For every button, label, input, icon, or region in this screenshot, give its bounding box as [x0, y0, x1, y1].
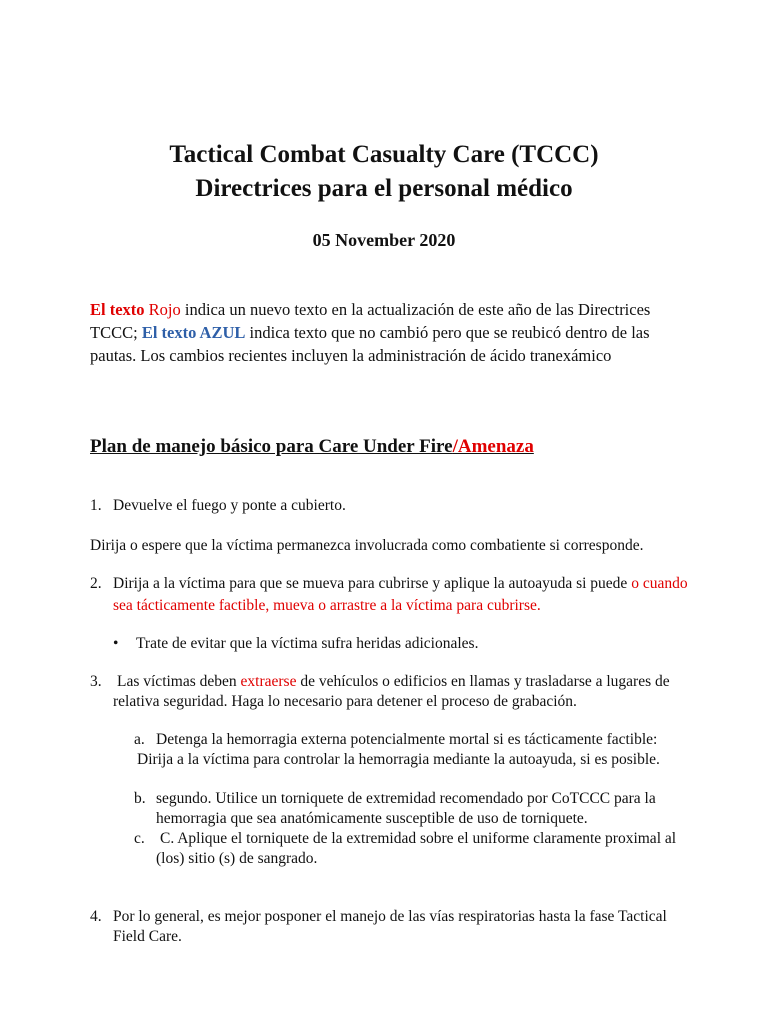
- intro-blue-bold: El texto AZUL: [141, 323, 246, 342]
- section-heading-black: Plan de manejo básico para Care Under Fire: [90, 436, 453, 457]
- sub-text: Detenga la hemorragia externa potencialmente mortal si es tácticamente factible:: [156, 731, 658, 748]
- list-item-1: [90, 495, 346, 517]
- bullet-text: Trate de evitar que la víctima sufra heridas adicionales.: [136, 635, 479, 652]
- list-number: 1.: [90, 497, 102, 514]
- list-number: 2.: [90, 575, 102, 592]
- sub-item-c-continued: (los) sitio (s) de sangrado.: [156, 850, 318, 867]
- intro-red-regular: Rojo: [148, 300, 181, 319]
- intro-part-1: indica un nuevo texto en la actualización de este año de las Directrices TCCC;: [90, 300, 651, 342]
- list-text: Devuelve el fuego y ponte a cubierto.: [113, 497, 346, 514]
- list-text-red: o cuando: [631, 575, 688, 592]
- sub-text: segundo. Utilice un torniquete de extremidad recomendado por CoTCCC para la: [156, 790, 656, 807]
- list-text-red: extraerse: [240, 673, 297, 690]
- section-heading: [90, 436, 534, 458]
- sub-text: C. Aplique el torniquete de la extremidad sobre el uniforme claramente proximal al: [160, 830, 677, 847]
- sub-item-b-continued: hemorragia que sea anatómicamente susceptible de uso de torniquete.: [156, 810, 588, 827]
- intro-red-bold: El texto: [90, 300, 145, 319]
- title-line-2: Directrices para el personal médico: [195, 175, 573, 202]
- list-text-post: de vehículos o edificios en llamas y trasladarse a lugares de: [300, 673, 670, 690]
- list-item-4-continued: Field Care.: [113, 928, 182, 945]
- list-item-2-continued: sea tácticamente factible, mueva o arrastre a la víctima para cubrirse.: [113, 597, 541, 614]
- bullet-icon: •: [113, 635, 119, 652]
- list-text: Las víctimas deben: [117, 673, 237, 690]
- sub-label: c.: [134, 830, 145, 847]
- title-line-1: Tactical Combat Casualty Care (TCCC): [169, 141, 599, 168]
- list-number: 3.: [90, 673, 102, 690]
- list-item-2: [90, 573, 688, 595]
- list-number: 4.: [90, 908, 102, 925]
- sub-item-b: [134, 788, 656, 810]
- list-text: Dirija a la víctima para que se mueva para cubrirse y aplique la autoayuda si puede: [113, 575, 628, 592]
- sub-item-c: [134, 828, 676, 850]
- sub-label: a.: [134, 731, 145, 748]
- paragraph-1: Dirija o espere que la víctima permanezca involucrada como combatiente si corresponde.: [90, 537, 644, 554]
- sub-item-a: [134, 729, 657, 751]
- section-heading-red: /Amenaza: [452, 436, 534, 457]
- list-item-4: [90, 906, 667, 928]
- intro-paragraph: [90, 298, 690, 367]
- list-item-3-continued: relativa seguridad. Haga lo necesario para detener el proceso de grabación.: [113, 693, 577, 710]
- document-title: [0, 138, 768, 206]
- list-item-3: [90, 671, 670, 693]
- document-date: 05 November 2020: [312, 230, 456, 250]
- sub-label: b.: [134, 790, 146, 807]
- sub-item-a-continued: Dirija a la víctima para controlar la hemorragia mediante la autoayuda, si es posible.: [137, 751, 660, 768]
- intro-part-2: indica texto que no cambió pero que se reubicó dentro de las pautas. Los cambios recientes incluyen la administración de ácido tranexámico: [90, 323, 650, 365]
- bullet-item: [113, 633, 478, 655]
- list-text: Por lo general, es mejor posponer el manejo de las vías respiratorias hasta la fase Tactical: [113, 908, 667, 925]
